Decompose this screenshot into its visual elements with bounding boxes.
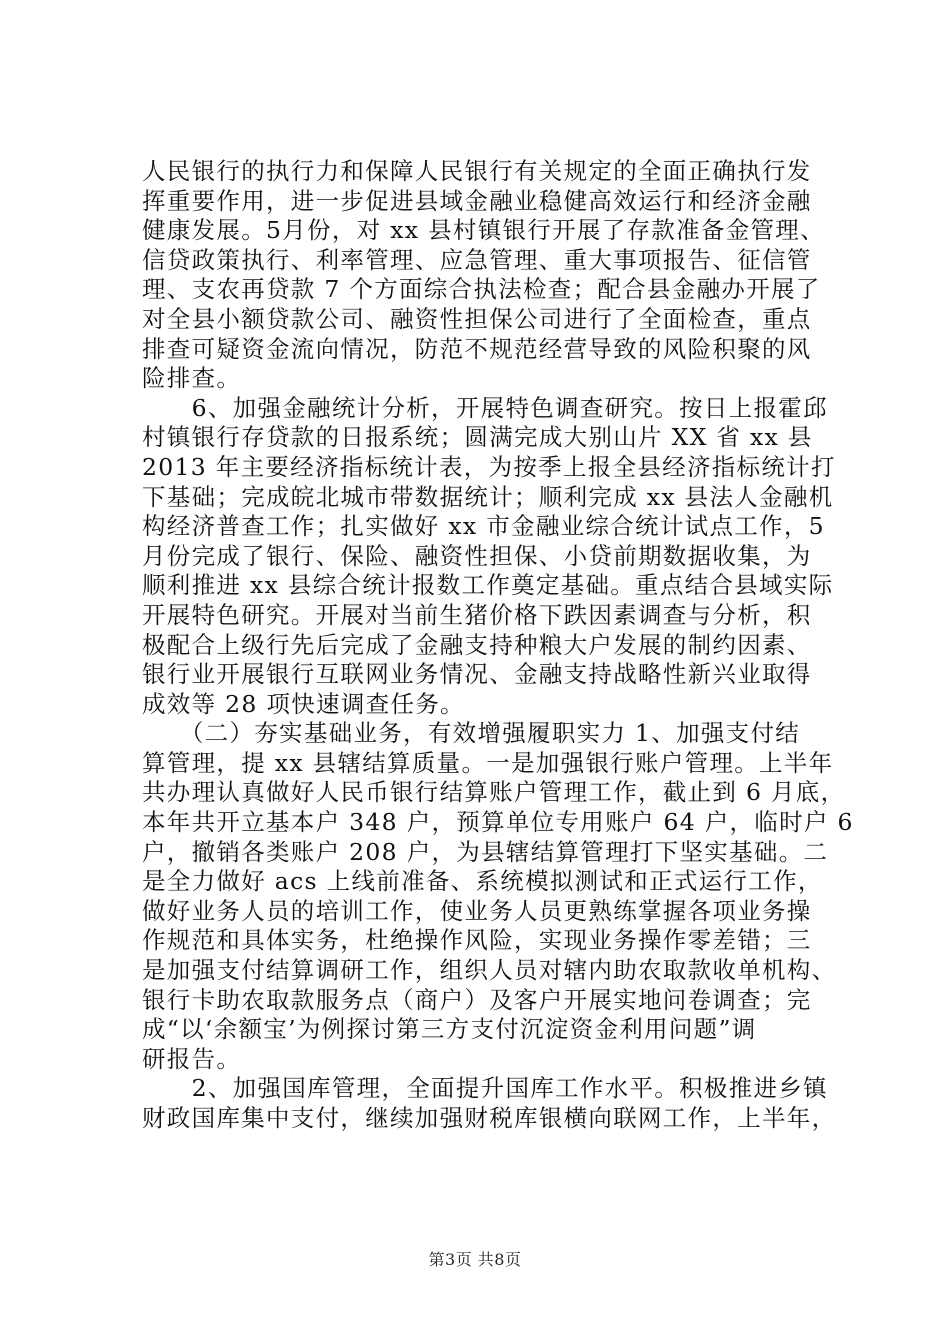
text-line: 村镇银行存贷款的日报系统；圆满完成大别山片 XX 省 xx 县 xyxy=(142,423,813,452)
text-line: 健康发展。5月份，对 xx 县村镇银行开展了存款准备金管理、 xyxy=(142,216,825,245)
text-line: 构经济普查工作；扎实做好 xx 市金融业综合统计试点工作，5 xyxy=(142,512,825,541)
text-line: 银行业开展银行互联网业务情况、金融支持战略性新兴业取得 xyxy=(142,660,812,689)
text-line: 开展特色研究。开展对当前生猪价格下跌因素调查与分析，积 xyxy=(142,600,812,629)
text-line: 2、加强国库管理，全面提升国库工作水平。积极推进乡镇 xyxy=(142,1074,828,1103)
text-line: 月份完成了银行、保险、融资性担保、小贷前期数据收集，为 xyxy=(142,541,812,570)
text-line: 是全力做好 acs 上线前准备、系统模拟测试和正式运行工作， xyxy=(142,867,823,896)
text-line: 做好业务人员的培训工作，使业务人员更熟练掌握各项业务操 xyxy=(142,896,812,925)
text-line: 成“以‘余额宝’为例探讨第三方支付沉淀资金利用问题”调 xyxy=(142,1015,757,1044)
text-line: 信贷政策执行、利率管理、应急管理、重大事项报告、征信管 xyxy=(142,245,812,274)
text-line: 财政国库集中支付，继续加强财税库银横向联网工作，上半年， xyxy=(142,1104,837,1132)
text-line: 2013 年主要经济指标统计表，为按季上报全县经济指标统计打 xyxy=(142,452,836,481)
text-line: 险排查。 xyxy=(142,364,242,393)
text-line: 6、加强金融统计分析，开展特色调查研究。按日上报霍邱 xyxy=(142,393,828,422)
text-line: 户，撤销各类账户 208 户，为县辖结算管理打下坚实基础。二 xyxy=(142,837,829,866)
document-body xyxy=(142,157,854,1134)
body-paragraph xyxy=(142,719,854,1074)
text-line: （二）夯实基础业务，有效增强履职实力 1、加强支付结 xyxy=(142,719,801,748)
text-line: 本年共开立基本户 348 户，预算单位专用账户 64 户，临时户 6 xyxy=(142,808,854,837)
body-paragraph xyxy=(142,1074,837,1133)
text-line: 共办理认真做好人民币银行结算账户管理工作，截止到 6 月底， xyxy=(142,778,846,807)
text-line: 作规范和具体实务，杜绝操作风险，实现业务操作零差错；三 xyxy=(142,926,812,955)
text-line: 挥重要作用，进一步促进县域金融业稳健高效运行和经济金融 xyxy=(142,186,812,215)
body-paragraph xyxy=(142,157,832,394)
text-line: 人民银行的执行力和保障人民银行有关规定的全面正确执行发 xyxy=(142,157,812,185)
text-line: 是加强支付结算调研工作，组织人员对辖内助农取款收单机构、 xyxy=(142,956,837,985)
page-number-footer: 第3页 共8页 xyxy=(428,1250,522,1269)
text-line: 成效等 28 项快速调查任务。 xyxy=(142,689,465,718)
text-line: 下基础；完成皖北城市带数据统计；顺利完成 xx 县法人金融机 xyxy=(142,482,834,511)
text-line: 极配合上级行先后完成了金融支持种粮大户发展的制约因素、 xyxy=(142,630,812,659)
text-line: 顺利推进 xx 县综合统计报数工作奠定基础。重点结合县域实际 xyxy=(142,571,834,600)
text-line: 排查可疑资金流向情况，防范不规范经营导致的风险积聚的风 xyxy=(142,334,812,363)
text-line: 研报告。 xyxy=(142,1044,242,1073)
text-line: 对全县小额贷款公司、融资性担保公司进行了全面检查，重点 xyxy=(142,304,812,333)
text-line: 理、支农再贷款 7 个方面综合执法检查；配合县金融办开展了 xyxy=(142,275,821,304)
body-paragraph xyxy=(142,393,836,720)
text-line: 银行卡助农取款服务点（商户）及客户开展实地问卷调查；完 xyxy=(142,985,812,1014)
text-line: 算管理，提 xx 县辖结算质量。一是加强银行账户管理。上半年 xyxy=(142,748,834,777)
